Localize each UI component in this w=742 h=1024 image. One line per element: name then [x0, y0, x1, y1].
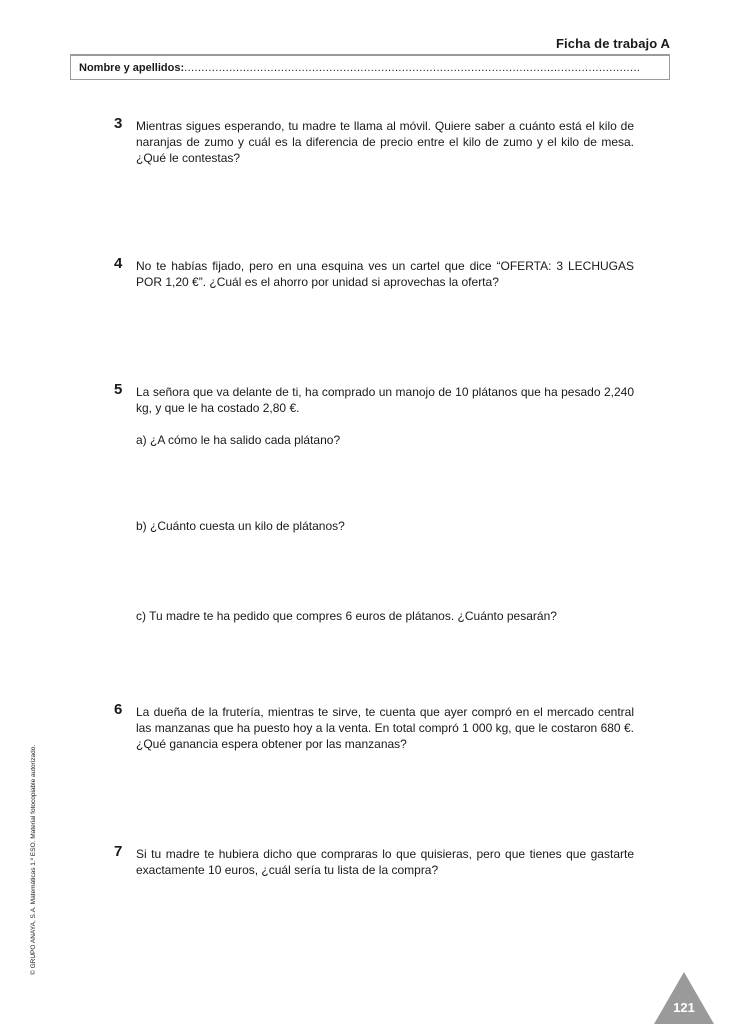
problem-text: La señora que va delante de ti, ha comprado un manojo de 10 plátanos que ha pesado 2,240 kg, y que le ha costado 2,80 €. [136, 385, 634, 415]
sheet-title: Ficha de trabajo A [555, 36, 670, 51]
problem-text: Mientras sigues esperando, tu madre te llama al móvil. Quiere saber a cuánto está el kilo de naranjas de zumo y cuál es la diferencia de precio entre el kilo de zumo y el kilo de mesa. ¿Qué le contestas? [136, 119, 634, 165]
problem-5-part-b: b) ¿Cuánto cuesta un kilo de plátanos? [136, 519, 345, 533]
problem-text: Si tu madre te hubiera dicho que compraras lo que quisieras, pero que tienes que gastarte exactamente 10 euros, ¿cuál sería tu lista de la compra? [136, 847, 634, 877]
name-label: Nombre y apellidos: [79, 62, 185, 74]
page-number-badge [654, 972, 714, 1024]
problem-text: La dueña de la frutería, mientras te sirve, te cuenta que ayer compró en el mercado central las manzanas que ha puesto hoy a la venta. En total compró 1 000 kg, que le costaron 680 €. ¿Qué ganancia espera obtener por las manzanas? [136, 705, 634, 751]
page-number: 121 [673, 1000, 695, 1015]
name-dotted-line: .................................................................................................................................... [184, 62, 641, 74]
problem-number: 7 [114, 843, 123, 860]
problem-5 [114, 381, 634, 416]
problem-4 [114, 255, 634, 290]
problem-number: 3 [114, 115, 123, 132]
triangle-badge-icon [654, 972, 714, 1024]
copyright-credit: © GRUPO ANAYA, S.A. Matemáticas 1.º ESO. Material fotocopiable autorizado. [30, 744, 37, 975]
problem-number: 6 [114, 701, 123, 718]
problem-7 [114, 843, 634, 878]
problem-number: 5 [114, 381, 123, 398]
problem-3 [114, 115, 634, 166]
problem-6 [114, 701, 634, 752]
problem-5-part-a: a) ¿A cómo le ha salido cada plátano? [136, 433, 341, 447]
problem-text: No te habías fijado, pero en una esquina ves un cartel que dice “OFERTA: 3 LECHUGAS POR 1,20 €”. ¿Cuál es el ahorro por unidad si aprovechas la oferta? [136, 259, 634, 289]
problem-5-part-c: c) Tu madre te ha pedido que compres 6 euros de plátanos. ¿Cuánto pesarán? [136, 609, 557, 623]
name-field-box [70, 54, 670, 80]
problem-number: 4 [114, 255, 123, 272]
